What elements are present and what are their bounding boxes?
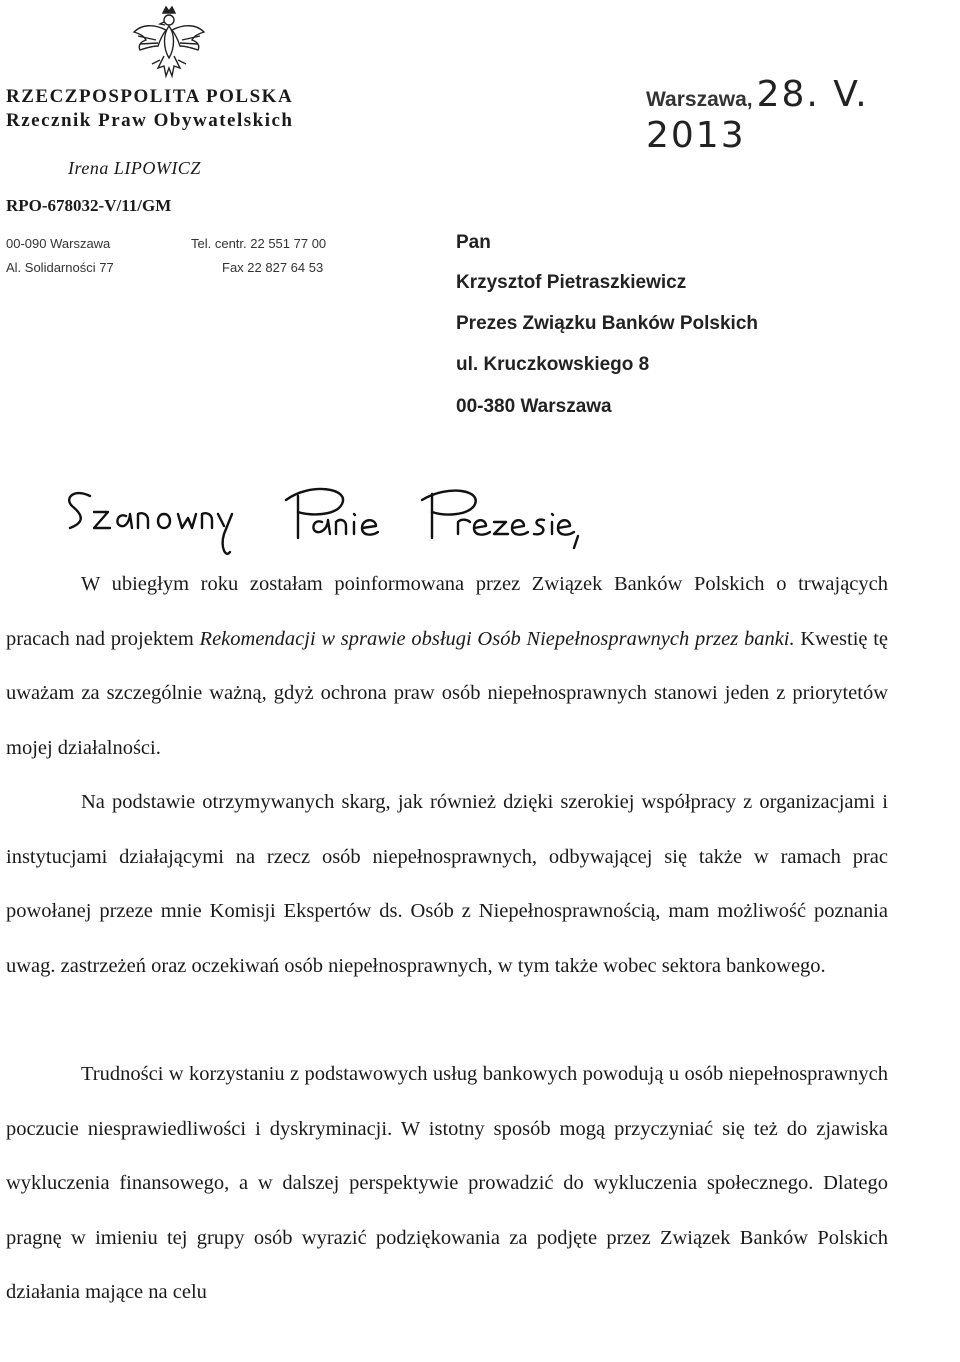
address-street: Al. Solidarności 77 bbox=[6, 260, 114, 275]
address-postcode-city: 00-090 Warszawa bbox=[6, 236, 111, 251]
recipient-city: 00-380 Warszawa bbox=[456, 396, 612, 417]
recipient-salutation: Pan bbox=[456, 232, 491, 253]
paragraph-1-text-a: W ubiegłym roku zostałam poinformowana przez Związek Banków Polskich o trwających pracach nad projektem bbox=[6, 573, 888, 650]
recipient-street: ul. Kruczkowskiego 8 bbox=[456, 354, 650, 375]
paragraph-1-italic-title: Rekomendacji w sprawie obsługi Osób Niepełnosprawnych przez banki. bbox=[199, 627, 795, 650]
institution-office: Rzecznik Praw Obywatelskich bbox=[6, 110, 294, 131]
handwritten-date: 28. V. 2013 bbox=[646, 74, 869, 156]
paragraph-1-text-b: Kwestię tę uważam za szczególnie ważną, gdyż ochrona praw osób niepełnosprawnych stanowi jeden z priorytetów mojej działalności. bbox=[6, 627, 888, 759]
paragraph-3: Trudności w korzystaniu z podstawowych usług bankowych powodują u osób niepełnosprawnych poczucie niesprawiedliwości i dyskryminacji. W istotny sposób mogą przyczyniać się też do zjawiska wykluczenia finansowego, a w dalszej perspektywie prowadzić do wykluczenia społecznego. Dlatego pragnę w imieniu tej grupy osób wyrazić podziękowania za podjęte przez Związek Banków Polskich działania mające na celu bbox=[6, 1063, 888, 1303]
paragraph-2: Na podstawie otrzymywanych skarg, jak również dzięki szerokiej współpracy z organizacjami i instytucjami działającymi na rzecz osób niepełnosprawnych, odbywającej się także w ramach prac powołanej przeze mnie Komisji Ekspertów ds. Osób z Niepełnosprawnością, mam możliwość poznania uwag. zastrzeżeń oraz oczekiwań osób niepełnosprawnych, w tym także wobec sektora bankowego. bbox=[6, 791, 888, 977]
paragraph-1 bbox=[6, 557, 888, 775]
place-and-date bbox=[646, 74, 956, 156]
institution-name: RZECZPOSPOLITA POLSKA bbox=[6, 86, 294, 107]
fax-number: Fax 22 827 64 53 bbox=[222, 260, 324, 275]
eagle-emblem-icon bbox=[130, 4, 208, 84]
place-label: Warszawa, bbox=[646, 88, 753, 111]
phone-number: Tel. centr. 22 551 77 00 bbox=[191, 236, 327, 251]
reference-number: RPO-678032-V/11/GM bbox=[6, 196, 172, 215]
recipient-name: Krzysztof Pietraszkiewicz bbox=[456, 272, 687, 293]
official-name: Irena LIPOWICZ bbox=[68, 158, 201, 178]
letter-body bbox=[6, 557, 888, 1320]
recipient-title: Prezes Związku Banków Polskich bbox=[456, 313, 758, 334]
paragraph-spacer bbox=[6, 993, 888, 1047]
